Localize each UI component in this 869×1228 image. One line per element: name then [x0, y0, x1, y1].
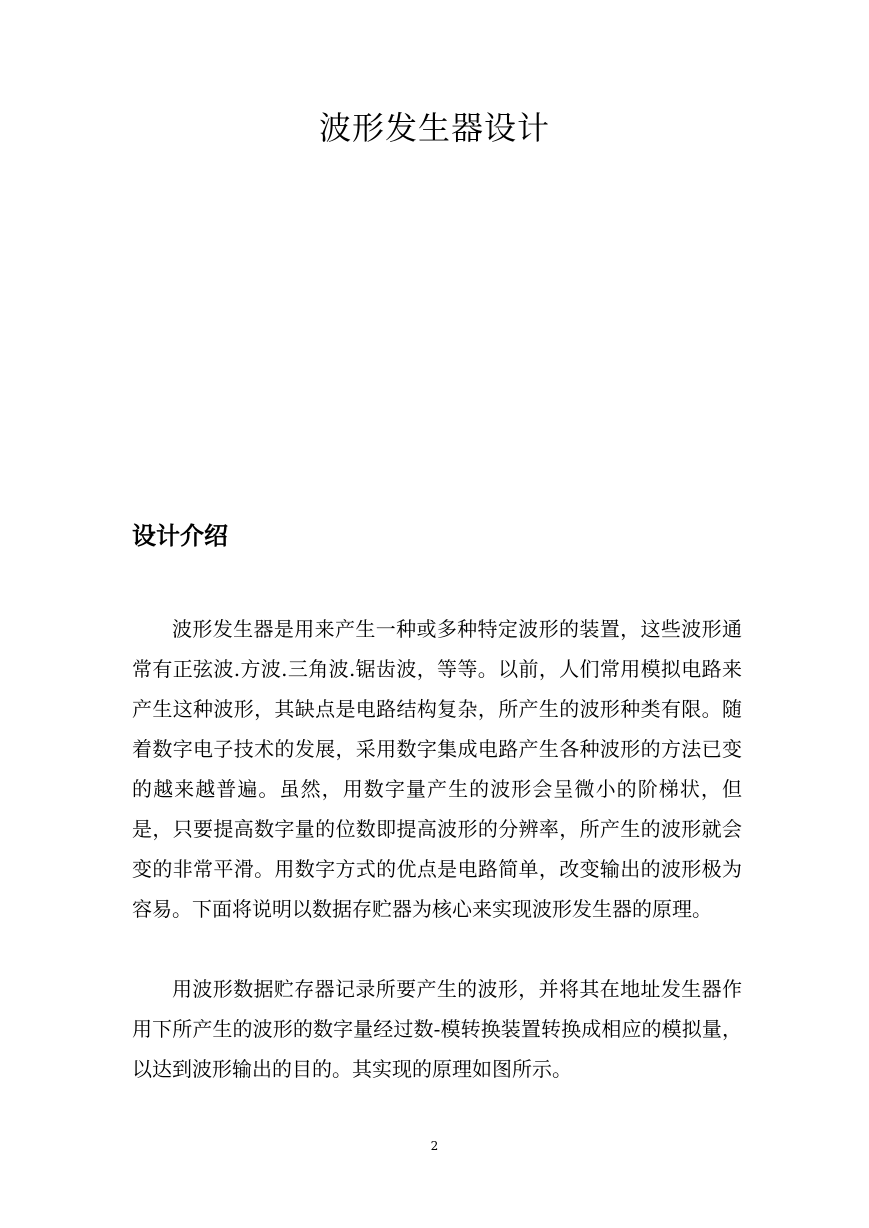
page-number: 2: [430, 1139, 439, 1153]
section-heading: 设计介绍: [132, 522, 228, 550]
body-paragraph: 用波形数据贮存器记录所要产生的波形，并将其在地址发生器作用下所产生的波形的数字量经过数-模转换装置转换成相应的模拟量，以达到波形输出的目的。其实现的原理如图所示。: [132, 977, 742, 1081]
page-title: 波形发生器设计: [318, 109, 550, 147]
body-paragraph: 波形发生器是用来产生一种或多种特定波形的装置，这些波形通常有正弦波.方波.三角波.锯齿波，等等。以前，人们常用模拟电路来产生这种波形，其缺点是电路结构复杂，所产生的波形种类有限。随着数字电子技术的发展，采用数字集成电路产生各种波形的方法已变的越来越普遍。虽然，用数字量产生的波形会呈微小的阶梯状，但是，只要提高数字量的位数即提高波形的分辨率，所产生的波形就会变的非常平滑。用数字方式的优点是电路简单，改变输出的波形极为容易。下面将说明以数据存贮器为核心来实现波形发生器的原理。: [132, 617, 742, 921]
